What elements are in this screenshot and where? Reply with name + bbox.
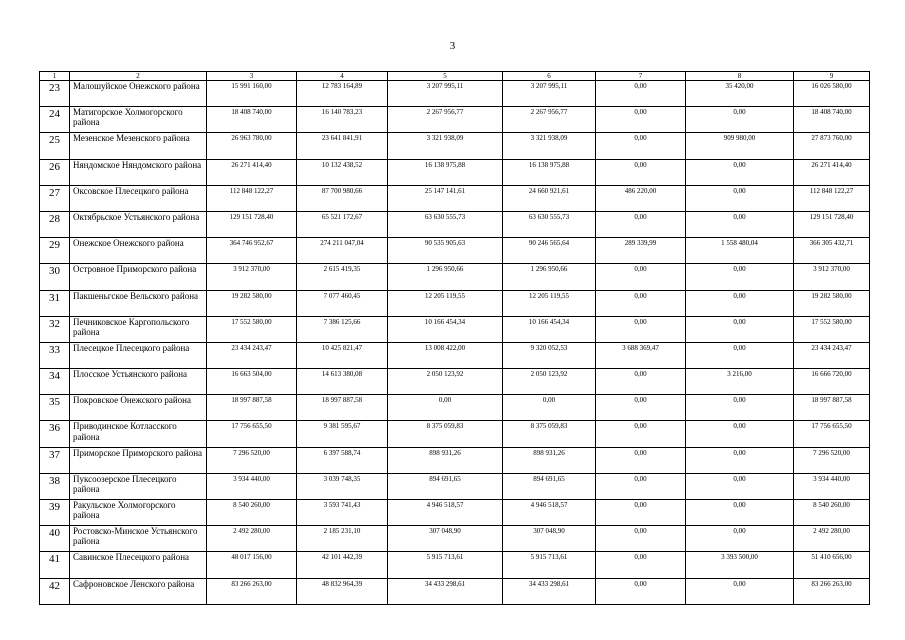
amount-cell: 8 540 260,00 xyxy=(207,500,297,526)
row-number: 39 xyxy=(40,500,70,526)
row-number: 26 xyxy=(40,159,70,185)
settlement-name: Савинское Плесецкого района xyxy=(70,552,207,578)
row-number: 31 xyxy=(40,290,70,316)
settlement-name: Матигорское Холмогорского района xyxy=(70,107,207,133)
amount-cell: 10 132 438,52 xyxy=(297,159,388,185)
amount-cell: 1 296 950,66 xyxy=(388,264,503,290)
amount-cell: 2 492 280,00 xyxy=(207,526,297,552)
amount-cell: 10 166 454,34 xyxy=(503,316,596,342)
amount-cell: 0,00 xyxy=(596,159,686,185)
page-number: 3 xyxy=(449,40,456,52)
column-header: 5 xyxy=(388,72,503,81)
row-number: 38 xyxy=(40,473,70,499)
table-row xyxy=(40,316,870,342)
row-number: 25 xyxy=(40,133,70,159)
amount-cell: 364 746 952,67 xyxy=(207,238,297,264)
amount-cell: 0,00 xyxy=(596,81,686,107)
amount-cell: 0,00 xyxy=(686,107,794,133)
amount-cell: 307 048,90 xyxy=(388,526,503,552)
amount-cell: 0,00 xyxy=(686,316,794,342)
row-number: 40 xyxy=(40,526,70,552)
amount-cell: 42 101 442,39 xyxy=(297,552,388,578)
table-row xyxy=(40,185,870,211)
settlement-name: Островное Приморского района xyxy=(70,264,207,290)
amount-cell: 0,00 xyxy=(686,290,794,316)
amount-cell: 8 540 260,00 xyxy=(794,500,870,526)
amount-cell: 17 756 655,50 xyxy=(207,421,297,447)
amount-cell: 25 147 141,61 xyxy=(388,185,503,211)
amount-cell: 0,00 xyxy=(596,447,686,473)
amount-cell: 26 271 414,40 xyxy=(794,159,870,185)
amount-cell: 27 873 760,00 xyxy=(794,133,870,159)
amount-cell: 24 660 921,61 xyxy=(503,185,596,211)
amount-cell: 129 151 728,40 xyxy=(207,211,297,237)
row-number: 30 xyxy=(40,264,70,290)
amount-cell: 8 375 059,83 xyxy=(503,421,596,447)
settlement-name: Мезенское Мезенского района xyxy=(70,133,207,159)
column-header: 9 xyxy=(794,72,870,81)
table-row xyxy=(40,342,870,368)
amount-cell: 34 433 298,61 xyxy=(388,578,503,604)
amount-cell: 0,00 xyxy=(503,395,596,421)
amount-cell: 12 205 119,55 xyxy=(388,290,503,316)
amount-cell: 83 266 263,00 xyxy=(794,578,870,604)
amount-cell: 0,00 xyxy=(686,421,794,447)
column-header: 8 xyxy=(686,72,794,81)
settlement-name: Малошуйское Онежского района xyxy=(70,81,207,107)
amount-cell: 0,00 xyxy=(596,316,686,342)
column-header: 6 xyxy=(503,72,596,81)
amount-cell: 0,00 xyxy=(596,133,686,159)
amount-cell: 7 296 520,00 xyxy=(207,447,297,473)
amount-cell: 3 216,00 xyxy=(686,369,794,395)
amount-cell: 48 017 156,00 xyxy=(207,552,297,578)
settlement-name: Пакшеньгское Вельского района xyxy=(70,290,207,316)
amount-cell: 0,00 xyxy=(686,578,794,604)
amount-cell: 112 848 122,27 xyxy=(207,185,297,211)
amount-cell: 17 552 580,00 xyxy=(794,316,870,342)
amount-cell: 3 039 748,35 xyxy=(297,473,388,499)
amount-cell: 0,00 xyxy=(596,578,686,604)
amount-cell: 7 386 125,66 xyxy=(297,316,388,342)
amount-cell: 18 997 887,58 xyxy=(794,395,870,421)
amount-cell: 3 593 741,43 xyxy=(297,500,388,526)
amount-cell: 0,00 xyxy=(686,342,794,368)
amount-cell: 10 425 821,47 xyxy=(297,342,388,368)
settlement-name: Няндомское Няндомского района xyxy=(70,159,207,185)
row-number: 36 xyxy=(40,421,70,447)
amount-cell: 16 666 720,00 xyxy=(794,369,870,395)
amount-cell: 8 375 059,83 xyxy=(388,421,503,447)
header-row xyxy=(40,72,870,81)
amount-cell: 1 296 950,66 xyxy=(503,264,596,290)
row-number: 35 xyxy=(40,395,70,421)
settlement-name: Приводинское Котласского района xyxy=(70,421,207,447)
amount-cell: 3 321 938,09 xyxy=(388,133,503,159)
amount-cell: 0,00 xyxy=(686,447,794,473)
amount-cell: 63 630 555,73 xyxy=(388,211,503,237)
table-row xyxy=(40,473,870,499)
settlement-name: Приморское Приморского района xyxy=(70,447,207,473)
settlement-name: Ракульское Холмогорского района xyxy=(70,500,207,526)
amount-cell: 0,00 xyxy=(596,107,686,133)
amount-cell: 2 050 123,92 xyxy=(503,369,596,395)
amount-cell: 18 997 887,58 xyxy=(297,395,388,421)
amount-cell: 0,00 xyxy=(596,211,686,237)
column-header: 7 xyxy=(596,72,686,81)
amount-cell: 12 783 164,89 xyxy=(297,81,388,107)
table-row xyxy=(40,500,870,526)
table-row xyxy=(40,421,870,447)
column-header: 1 xyxy=(40,72,70,81)
amount-cell: 0,00 xyxy=(596,473,686,499)
column-header: 2 xyxy=(70,72,207,81)
amount-cell: 274 211 047,04 xyxy=(297,238,388,264)
amount-cell: 0,00 xyxy=(686,211,794,237)
amount-cell: 894 691,65 xyxy=(503,473,596,499)
amount-cell: 0,00 xyxy=(388,395,503,421)
table-row xyxy=(40,578,870,604)
row-number: 28 xyxy=(40,211,70,237)
amount-cell: 16 138 975,88 xyxy=(503,159,596,185)
amount-cell: 0,00 xyxy=(686,264,794,290)
amount-cell: 48 832 964,39 xyxy=(297,578,388,604)
table-row xyxy=(40,211,870,237)
amount-cell: 87 700 980,66 xyxy=(297,185,388,211)
amount-cell: 0,00 xyxy=(596,552,686,578)
row-number: 37 xyxy=(40,447,70,473)
amount-cell: 3 912 370,00 xyxy=(207,264,297,290)
row-number: 24 xyxy=(40,107,70,133)
amount-cell: 9 381 595,67 xyxy=(297,421,388,447)
amount-cell: 0,00 xyxy=(596,395,686,421)
amount-cell: 34 433 298,61 xyxy=(503,578,596,604)
amount-cell: 35 420,00 xyxy=(686,81,794,107)
amount-cell: 3 207 995,11 xyxy=(503,81,596,107)
table-row xyxy=(40,159,870,185)
amount-cell: 0,00 xyxy=(596,526,686,552)
settlement-name: Онежское Онежского района xyxy=(70,238,207,264)
amount-cell: 909 980,00 xyxy=(686,133,794,159)
amount-cell: 0,00 xyxy=(596,290,686,316)
settlement-name: Пуксоозерское Плесецкого района xyxy=(70,473,207,499)
table-row xyxy=(40,395,870,421)
table-row xyxy=(40,552,870,578)
amount-cell: 1 558 480,04 xyxy=(686,238,794,264)
amount-cell: 3 321 938,09 xyxy=(503,133,596,159)
amount-cell: 14 613 380,08 xyxy=(297,369,388,395)
amount-cell: 894 691,65 xyxy=(388,473,503,499)
amount-cell: 2 267 956,77 xyxy=(388,107,503,133)
amount-cell: 129 151 728,40 xyxy=(794,211,870,237)
amount-cell: 65 521 172,67 xyxy=(297,211,388,237)
table-row xyxy=(40,526,870,552)
amount-cell: 0,00 xyxy=(596,264,686,290)
amount-cell: 7 296 520,00 xyxy=(794,447,870,473)
amount-cell: 2 185 231,10 xyxy=(297,526,388,552)
amount-cell: 289 339,99 xyxy=(596,238,686,264)
amount-cell: 16 663 504,00 xyxy=(207,369,297,395)
amount-cell: 90 246 565,64 xyxy=(503,238,596,264)
amount-cell: 23 434 243,47 xyxy=(207,342,297,368)
amount-cell: 6 397 588,74 xyxy=(297,447,388,473)
table-row xyxy=(40,107,870,133)
amount-cell: 7 077 460,45 xyxy=(297,290,388,316)
settlement-name: Ростовско-Минское Устьянского района xyxy=(70,526,207,552)
row-number: 42 xyxy=(40,578,70,604)
amount-cell: 3 934 440,00 xyxy=(207,473,297,499)
amount-cell: 16 026 580,00 xyxy=(794,81,870,107)
amount-cell: 0,00 xyxy=(686,159,794,185)
amount-cell: 18 408 740,00 xyxy=(794,107,870,133)
amount-cell: 0,00 xyxy=(686,500,794,526)
amount-cell: 3 393 500,00 xyxy=(686,552,794,578)
amount-cell: 0,00 xyxy=(596,369,686,395)
amount-cell: 12 205 119,55 xyxy=(503,290,596,316)
table-row xyxy=(40,290,870,316)
amount-cell: 2 492 280,00 xyxy=(794,526,870,552)
settlement-name: Оксовское Плесецкого района xyxy=(70,185,207,211)
table-row xyxy=(40,447,870,473)
column-header: 3 xyxy=(207,72,297,81)
settlement-name: Сафроновское Ленского района xyxy=(70,578,207,604)
amount-cell: 112 848 122,27 xyxy=(794,185,870,211)
amount-cell: 898 931,26 xyxy=(503,447,596,473)
amount-cell: 4 946 518,57 xyxy=(503,500,596,526)
amount-cell: 13 008 422,00 xyxy=(388,342,503,368)
amount-cell: 18 997 887,58 xyxy=(207,395,297,421)
amount-cell: 63 630 555,73 xyxy=(503,211,596,237)
settlement-name: Печниковское Каргопольского района xyxy=(70,316,207,342)
table-row xyxy=(40,369,870,395)
amount-cell: 0,00 xyxy=(686,526,794,552)
table-row xyxy=(40,81,870,107)
amount-cell: 3 688 369,47 xyxy=(596,342,686,368)
amount-cell: 51 410 656,00 xyxy=(794,552,870,578)
amount-cell: 19 282 580,00 xyxy=(794,290,870,316)
amount-cell: 366 305 432,71 xyxy=(794,238,870,264)
amount-cell: 9 320 052,53 xyxy=(503,342,596,368)
amount-cell: 23 641 841,91 xyxy=(297,133,388,159)
settlement-name: Покровское Онежского района xyxy=(70,395,207,421)
amount-cell: 90 535 905,63 xyxy=(388,238,503,264)
amount-cell: 0,00 xyxy=(686,473,794,499)
budget-table xyxy=(39,71,870,605)
amount-cell: 2 267 956,77 xyxy=(503,107,596,133)
row-number: 34 xyxy=(40,369,70,395)
amount-cell: 0,00 xyxy=(596,500,686,526)
amount-cell: 18 408 740,00 xyxy=(207,107,297,133)
amount-cell: 17 756 655,50 xyxy=(794,421,870,447)
amount-cell: 4 946 518,57 xyxy=(388,500,503,526)
amount-cell: 26 963 780,00 xyxy=(207,133,297,159)
amount-cell: 5 915 713,61 xyxy=(503,552,596,578)
amount-cell: 17 552 580,00 xyxy=(207,316,297,342)
amount-cell: 0,00 xyxy=(596,421,686,447)
row-number: 41 xyxy=(40,552,70,578)
table-row xyxy=(40,238,870,264)
settlement-name: Октябрьское Устьянского района xyxy=(70,211,207,237)
amount-cell: 3 207 995,11 xyxy=(388,81,503,107)
table-row xyxy=(40,133,870,159)
row-number: 32 xyxy=(40,316,70,342)
amount-cell: 898 931,26 xyxy=(388,447,503,473)
amount-cell: 15 991 160,00 xyxy=(207,81,297,107)
settlement-name: Плосское Устьянского района xyxy=(70,369,207,395)
amount-cell: 0,00 xyxy=(686,395,794,421)
amount-cell: 2 615 419,35 xyxy=(297,264,388,290)
amount-cell: 23 434 243,47 xyxy=(794,342,870,368)
row-number: 29 xyxy=(40,238,70,264)
amount-cell: 10 166 454,34 xyxy=(388,316,503,342)
table-body xyxy=(40,72,870,605)
amount-cell: 83 266 263,00 xyxy=(207,578,297,604)
amount-cell: 307 048,90 xyxy=(503,526,596,552)
table-row xyxy=(40,264,870,290)
amount-cell: 486 220,00 xyxy=(596,185,686,211)
amount-cell: 19 282 580,00 xyxy=(207,290,297,316)
row-number: 33 xyxy=(40,342,70,368)
settlement-name: Плесецкое Плесецкого района xyxy=(70,342,207,368)
column-header: 4 xyxy=(297,72,388,81)
row-number: 23 xyxy=(40,81,70,107)
amount-cell: 3 912 370,00 xyxy=(794,264,870,290)
amount-cell: 16 140 783,23 xyxy=(297,107,388,133)
amount-cell: 5 915 713,61 xyxy=(388,552,503,578)
amount-cell: 2 050 123,92 xyxy=(388,369,503,395)
amount-cell: 16 138 975,88 xyxy=(388,159,503,185)
amount-cell: 0,00 xyxy=(686,185,794,211)
amount-cell: 26 271 414,40 xyxy=(207,159,297,185)
amount-cell: 3 934 440,00 xyxy=(794,473,870,499)
row-number: 27 xyxy=(40,185,70,211)
